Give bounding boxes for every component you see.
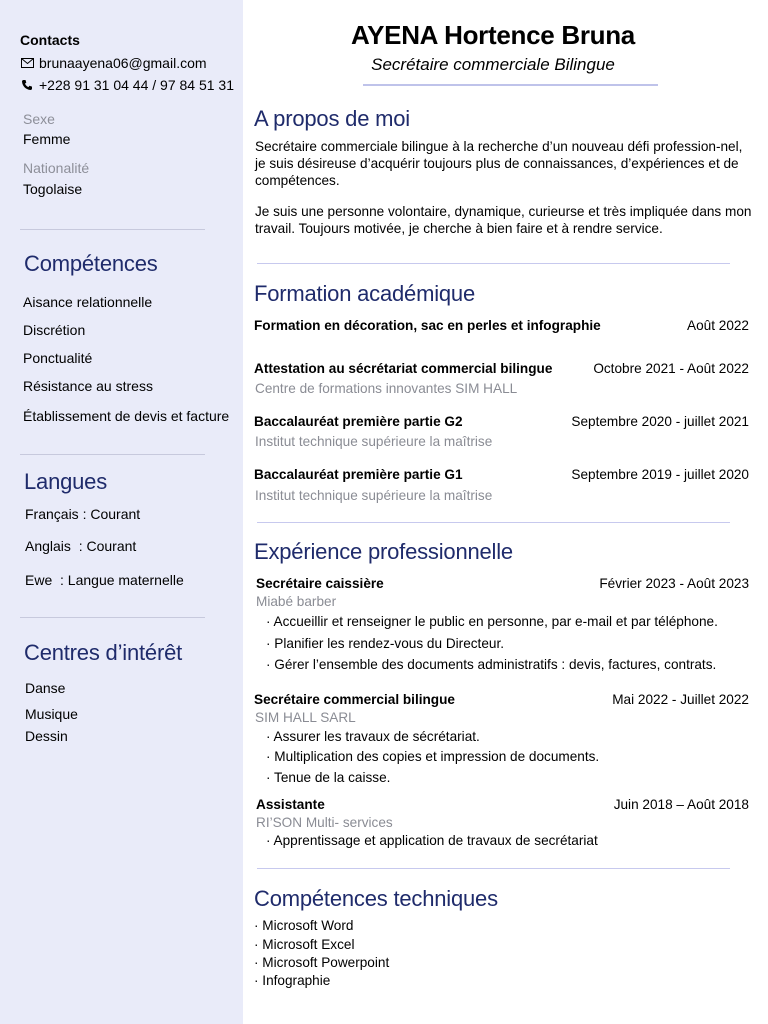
skill-item: Établissement de devis et facture — [23, 408, 230, 424]
about-paragraph: Je suis une personne volontaire, dynamique, curieurse et très impliquée dans mon travail. Toujours motivée, je cherche à bien faire et à rendre service. — [255, 204, 752, 236]
job-title: Assistante — [256, 797, 325, 812]
nationality-label: Nationalité — [23, 160, 90, 176]
job-task: · Assurer les travaux de sécrétariat. — [266, 729, 480, 744]
language-item: Ewe : Langue maternelle — [25, 572, 184, 588]
language-item: Français : Courant — [25, 506, 141, 522]
nationality-value: Togolaise — [23, 181, 83, 197]
education-date: Septembre 2020 - juillet 2021 — [571, 414, 749, 429]
job-date: Mai 2022 - Juillet 2022 — [612, 692, 749, 707]
job-task: · Tenue de la caisse. — [266, 770, 391, 785]
interests-heading: Centres d’intérêt — [24, 640, 183, 665]
sex-value: Femme — [23, 131, 71, 147]
education-institution: Institut technique supérieure la maîtrise — [255, 434, 493, 449]
skill-item: Résistance au stress — [23, 378, 153, 394]
about-paragraph: Secrétaire commerciale bilingue à la recherche d’un nouveau défi profession-nel, je suis désireuse d’acquérir toujours plus de connaissances, d’expériences et de compétences. — [255, 139, 743, 188]
skill-item: Ponctualité — [23, 350, 93, 366]
job-date: Juin 2018 – Août 2018 — [613, 797, 749, 812]
tech-skill-item: · Microsoft Powerpoint — [254, 955, 390, 970]
education-heading: Formation académique — [254, 281, 476, 306]
education-institution: Institut technique supérieure la maîtrise — [255, 488, 493, 503]
skill-item: Discrétion — [23, 322, 86, 338]
job-title: Secrétaire commercial bilingue — [254, 692, 455, 707]
tech-skills-heading: Compétences techniques — [254, 886, 498, 911]
about-heading: A propos de moi — [254, 106, 410, 131]
main-content — [243, 0, 768, 1024]
education-date: Octobre 2021 - Août 2022 — [593, 361, 749, 376]
job-task: · Accueillir et renseigner le public en personne, par e-mail et par téléphone. — [266, 614, 718, 629]
interest-item: Danse — [25, 680, 66, 696]
language-item: Anglais : Courant — [25, 538, 137, 554]
phone-text: +228 91 31 04 44 / 97 84 51 31 — [39, 77, 235, 93]
sex-label: Sexe — [23, 111, 55, 127]
job-date: Février 2023 - Août 2023 — [599, 576, 749, 591]
sidebar — [0, 0, 243, 1024]
email-line — [20, 55, 207, 71]
sidebar-divider — [20, 229, 205, 230]
section-divider — [257, 868, 730, 869]
job-task: · Multiplication des copies et impression de documents. — [266, 749, 600, 764]
tech-skill-item: · Infographie — [254, 973, 331, 988]
education-date: Août 2022 — [687, 318, 749, 333]
education-title: Attestation au sécrétariat commercial bilingue — [254, 361, 553, 376]
job-title: Secrétaire caissière — [256, 576, 384, 591]
education-title: Formation en décoration, sac en perles et infographie — [254, 318, 601, 333]
tech-skill-item: · Microsoft Excel — [254, 937, 355, 952]
interest-item: Dessin — [25, 728, 68, 744]
experience-heading: Expérience professionnelle — [254, 539, 513, 564]
phone-icon — [20, 79, 34, 91]
education-institution: Centre de formations innovantes SIM HALL — [255, 381, 518, 396]
section-divider — [257, 522, 730, 523]
skills-heading: Compétences — [24, 251, 158, 276]
job-task: · Apprentissage et application de travaux de secrétariat — [266, 833, 598, 848]
email-text[interactable]: brunaayena06@gmail.com — [39, 55, 207, 71]
contacts-title: Contacts — [20, 32, 80, 48]
candidate-name: AYENA Hortence Bruna — [351, 20, 635, 50]
job-company: SIM HALL SARL — [255, 710, 356, 725]
header-divider — [363, 84, 658, 86]
section-divider — [257, 263, 730, 264]
job-company: Miabé barber — [256, 594, 337, 609]
envelope-icon — [20, 57, 34, 69]
education-date: Septembre 2019 - juillet 2020 — [571, 467, 749, 482]
job-company: RI’SON Multi- services — [256, 815, 393, 830]
job-task: · Planifier les rendez-vous du Directeur. — [266, 636, 504, 651]
interest-item: Musique — [25, 706, 78, 722]
sidebar-divider — [20, 617, 205, 618]
languages-heading: Langues — [24, 469, 108, 494]
education-title: Baccalauréat première partie G2 — [254, 414, 463, 429]
tech-skill-item: · Microsoft Word — [254, 918, 354, 933]
candidate-role: Secrétaire commerciale Bilingue — [371, 55, 615, 74]
phone-line — [20, 77, 234, 93]
job-task: · Gérer l’ensemble des documents administratifs : devis, factures, contrats. — [266, 657, 717, 672]
sidebar-divider — [20, 454, 205, 455]
education-title: Baccalauréat première partie G1 — [254, 467, 463, 482]
skill-item: Aisance relationnelle — [23, 294, 153, 310]
